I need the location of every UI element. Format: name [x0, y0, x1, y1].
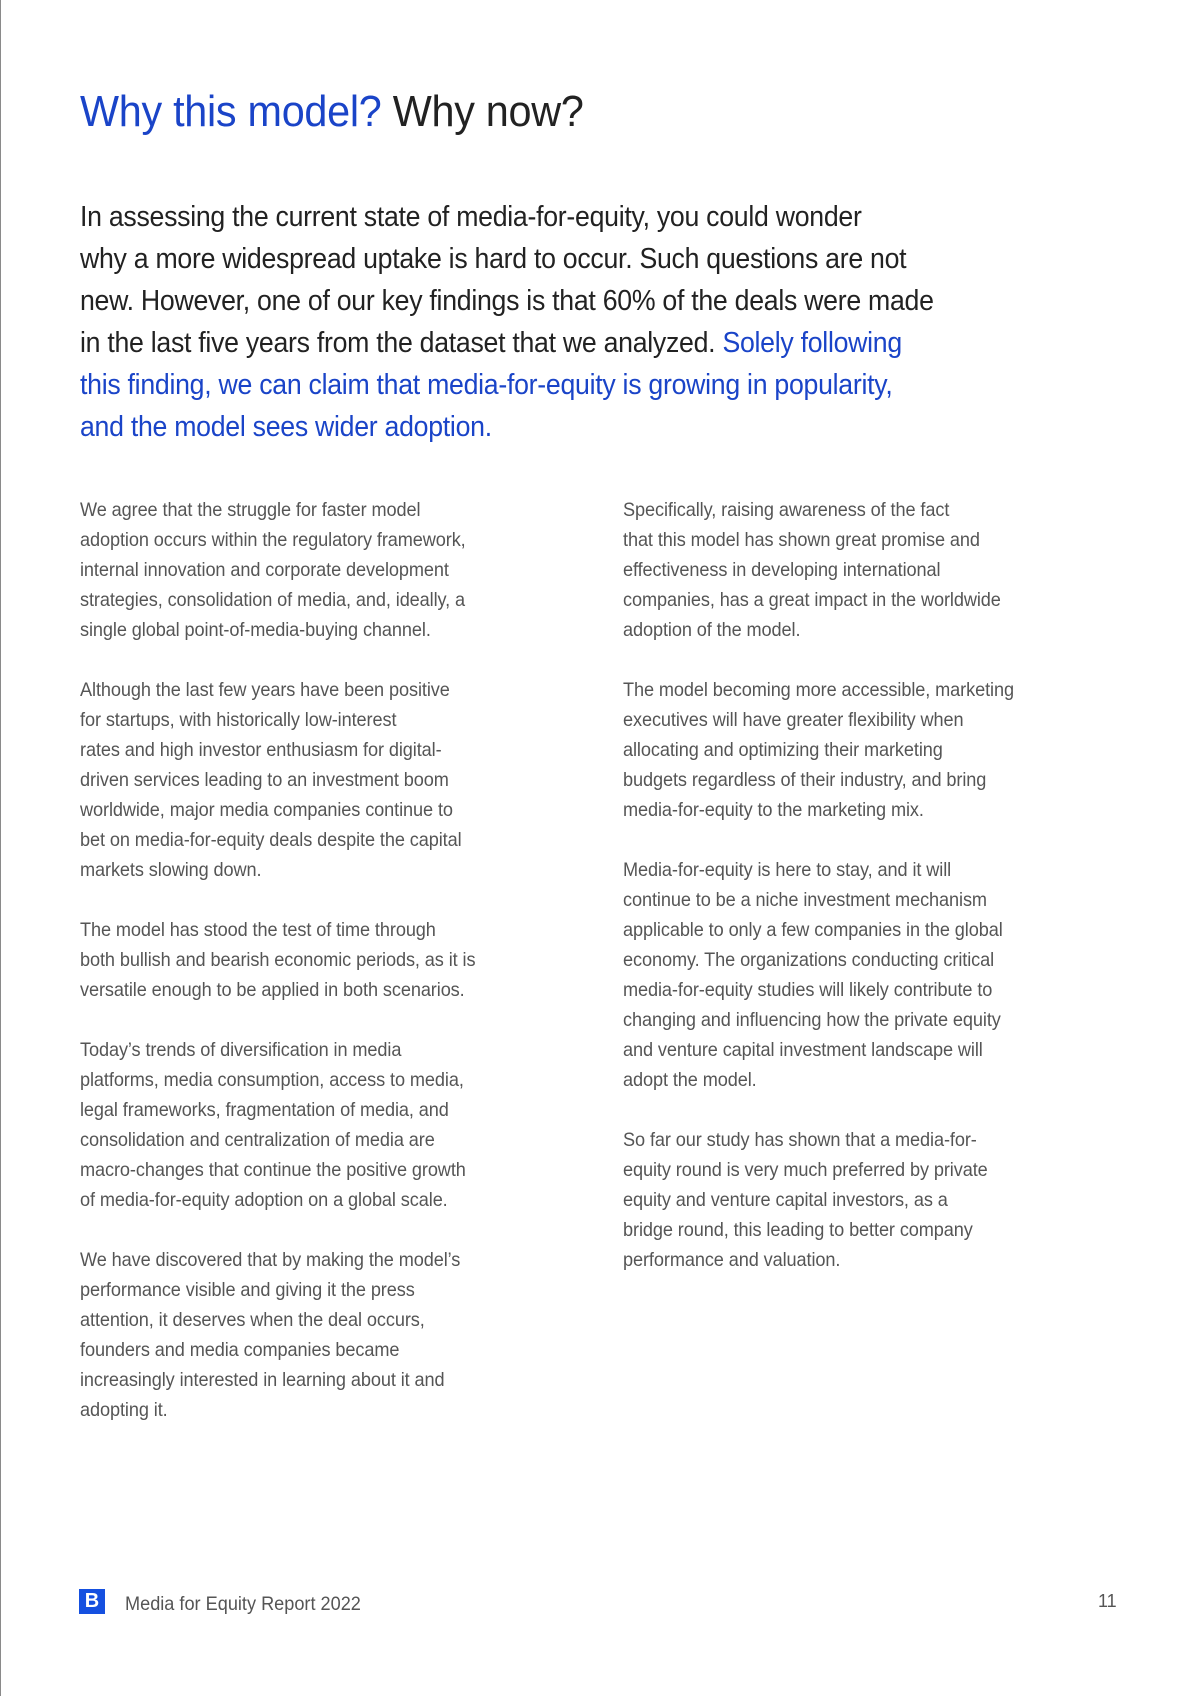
lead-text: why a more widespread uptake is hard to occur. Such questions are not [80, 243, 907, 275]
body-line: founders and media companies became [80, 1339, 400, 1361]
body-line: budgets regardless of their industry, and bring [623, 769, 987, 791]
body-line: strategies, consolidation of media, and, ideally, a [80, 589, 466, 611]
body-line: consolidation and centralization of media are [80, 1129, 435, 1151]
body-line: for startups, with historically low-interest [80, 709, 397, 731]
body-line: applicable to only a few companies in the global [623, 919, 1003, 941]
body-line: driven services leading to an investment boom [80, 769, 449, 791]
body-line: The model has stood the test of time through [80, 919, 436, 941]
body-paragraph [623, 1125, 1123, 1275]
lead-line [80, 406, 1000, 448]
body-line: single global point-of-media-buying channel. [80, 619, 431, 641]
body-line: economy. The organizations conducting critical [623, 949, 995, 971]
footer-report-title: Media for Equity Report 2022 [125, 1593, 361, 1615]
page-title [80, 86, 584, 138]
page-title-accent: Why this model? [80, 87, 382, 136]
body-line: performance visible and giving it the press [80, 1279, 415, 1301]
body-line: Today’s trends of diversification in media [80, 1039, 402, 1061]
body-line: adoption of the model. [623, 619, 801, 641]
lead-highlight: and the model sees wider adoption. [80, 411, 492, 443]
body-line: changing and influencing how the private equity [623, 1009, 1001, 1031]
body-line: Although the last few years have been positive [80, 679, 450, 701]
body-line: worldwide, major media companies continue to [80, 799, 453, 821]
body-line: legal frameworks, fragmentation of media, and [80, 1099, 449, 1121]
body-paragraph [80, 915, 580, 1005]
body-paragraph [80, 1035, 580, 1215]
body-paragraph [80, 495, 580, 645]
body-line: attention, it deserves when the deal occurs, [80, 1309, 425, 1331]
body-paragraph [80, 1245, 580, 1425]
lead-line [80, 196, 1000, 238]
lead-text: new. However, one of our key findings is that 60% of the deals were made [80, 285, 934, 317]
page-edge-divider [0, 0, 1, 1696]
body-line: media-for-equity studies will likely contribute to [623, 979, 993, 1001]
body-line: So far our study has shown that a media-for- [623, 1129, 977, 1151]
brand-logo-icon: B [79, 1589, 105, 1614]
body-line: The model becoming more accessible, marketing [623, 679, 1014, 701]
body-line: internal innovation and corporate development [80, 559, 449, 581]
body-line: executives will have greater flexibility when [623, 709, 964, 731]
body-line: that this model has shown great promise and [623, 529, 980, 551]
body-line: bet on media-for-equity deals despite the capital [80, 829, 462, 851]
body-line: performance and valuation. [623, 1249, 841, 1271]
lead-highlight: Solely following [722, 327, 902, 359]
lead-paragraph [80, 196, 1080, 448]
body-line: markets slowing down. [80, 859, 262, 881]
body-line: adoption occurs within the regulatory framework, [80, 529, 466, 551]
body-line: effectiveness in developing international [623, 559, 941, 581]
body-line: equity and venture capital investors, as a [623, 1189, 948, 1211]
body-paragraph [623, 855, 1123, 1095]
lead-line [80, 322, 1000, 364]
lead-highlight: this finding, we can claim that media-for-equity is growing in popularity, [80, 369, 893, 401]
body-line: We have discovered that by making the model’s [80, 1249, 461, 1271]
lead-text: in the last five years from the dataset that we analyzed. [80, 327, 723, 359]
body-line: adopt the model. [623, 1069, 757, 1091]
body-line: rates and high investor enthusiasm for digital- [80, 739, 442, 761]
body-line: bridge round, this leading to better company [623, 1219, 973, 1241]
body-line: media-for-equity to the marketing mix. [623, 799, 924, 821]
body-line: and venture capital investment landscape will [623, 1039, 983, 1061]
body-line: continue to be a niche investment mechanism [623, 889, 987, 911]
body-line: equity round is very much preferred by private [623, 1159, 988, 1181]
body-line: versatile enough to be applied in both scenarios. [80, 979, 465, 1001]
left-column [80, 495, 580, 1455]
body-line: of media-for-equity adoption on a global scale. [80, 1189, 448, 1211]
lead-line [80, 280, 1000, 322]
body-line: platforms, media consumption, access to media, [80, 1069, 464, 1091]
body-line: adopting it. [80, 1399, 168, 1421]
body-line: allocating and optimizing their marketing [623, 739, 943, 761]
body-paragraph [80, 675, 580, 885]
right-column [623, 495, 1123, 1305]
body-line: increasingly interested in learning about it and [80, 1369, 445, 1391]
body-paragraph [623, 675, 1123, 825]
page-number: 11 [1098, 1591, 1117, 1611]
body-paragraph [623, 495, 1123, 645]
lead-line [80, 238, 1000, 280]
page-title-rest: Why now? [392, 87, 584, 136]
body-line: companies, has a great impact in the worldwide [623, 589, 1001, 611]
body-line: Specifically, raising awareness of the fact [623, 499, 950, 521]
lead-text: In assessing the current state of media-for-equity, you could wonder [80, 201, 862, 233]
lead-line [80, 364, 1000, 406]
body-line: Media-for-equity is here to stay, and it will [623, 859, 952, 881]
body-line: both bullish and bearish economic periods, as it is [80, 949, 476, 971]
body-line: We agree that the struggle for faster model [80, 499, 421, 521]
body-line: macro-changes that continue the positive growth [80, 1159, 466, 1181]
